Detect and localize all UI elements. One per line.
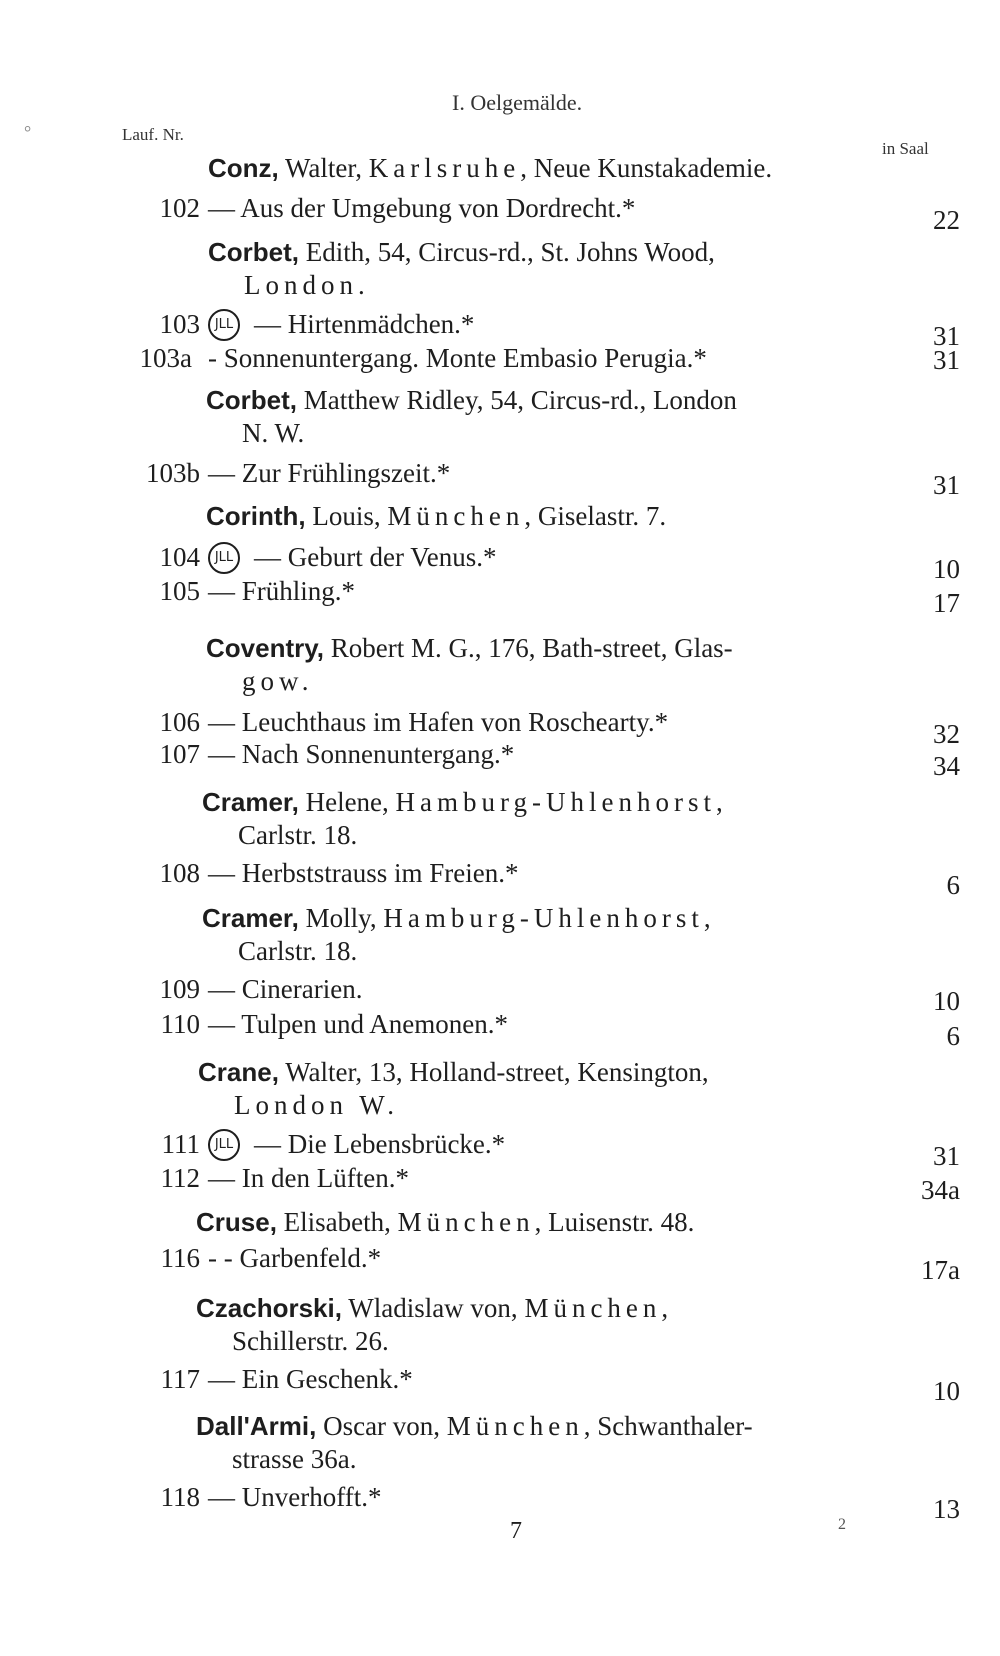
list-item <box>110 307 960 351</box>
artwork-title: — Zur Frühlingszeit.* <box>208 458 451 488</box>
room-number: 34 <box>933 751 960 781</box>
catalog-number: 117 <box>160 1364 200 1394</box>
catalog-number: 110 <box>160 1009 200 1039</box>
artwork-title: — Aus der Umgebung von Dordrecht.* <box>208 193 636 223</box>
artist-address: Elisabeth, <box>283 1207 391 1237</box>
room-number: 17a <box>921 1255 960 1285</box>
room-number: 6 <box>946 1021 960 1051</box>
artwork-title: — Nach Sonnenuntergang.* <box>208 739 515 769</box>
list-item <box>110 540 960 584</box>
artwork-title: — Frühling.* <box>208 576 356 606</box>
list-item <box>110 856 960 900</box>
running-title: I. Oelgemälde. <box>452 90 583 115</box>
jll-badge-icon: JLL <box>208 309 240 341</box>
artwork-title: — Die Lebensbrücke.* <box>254 1129 506 1159</box>
artist-address-rest: , Giselastr. 7. <box>524 501 667 531</box>
artist-entry <box>196 1410 896 1476</box>
artist-address-line2: strasse 36a. <box>232 1444 357 1474</box>
column-label-lauf-nr: Lauf. Nr. <box>122 125 184 144</box>
list-item <box>110 1127 960 1171</box>
artist-address: Walter, <box>285 153 362 183</box>
artist-address: Helene, <box>305 787 389 817</box>
artist-address: Edith, 54, Circus-rd., St. Johns Wood, <box>305 237 715 267</box>
room-number: 13 <box>933 1494 960 1524</box>
artist-address: Oscar von, <box>323 1411 441 1441</box>
artist-address: Matthew Ridley, 54, Circus-rd., London <box>303 385 737 415</box>
catalog-number: 104 <box>159 542 200 572</box>
list-item <box>110 1161 960 1205</box>
catalog-number: 105 <box>159 576 200 606</box>
artist-city: München <box>446 1411 584 1441</box>
artist-city: Hamburg-Uhlenhorst, <box>395 787 728 817</box>
artist-entry <box>196 1206 896 1239</box>
list-item <box>110 191 960 235</box>
list-item <box>110 456 960 500</box>
artist-entry <box>202 902 902 968</box>
artist-name: Conz, <box>208 153 279 183</box>
artist-address: Molly, <box>305 903 377 933</box>
artist-address: Robert M. G., 176, Bath-street, Glas- <box>330 633 733 663</box>
catalog-number: 106 <box>159 707 200 737</box>
artwork-title: — Cinerarien. <box>208 974 363 1004</box>
artwork-title: — Ein Geschenk.* <box>208 1364 413 1394</box>
artist-address-line2: Carlstr. 18. <box>238 820 358 850</box>
artist-name: Cramer, <box>202 903 299 933</box>
room-number: 22 <box>933 205 960 235</box>
room-number: 32 <box>933 719 960 749</box>
artist-address-line2: Carlstr. 18. <box>238 936 358 966</box>
artist-address-rest: , Luisenstr. 48. <box>534 1207 695 1237</box>
artist-name: Coventry, <box>206 633 324 663</box>
artist-name: Corbet, <box>208 237 299 267</box>
artist-entry <box>206 632 906 698</box>
artist-name: Czachorski, <box>196 1293 342 1323</box>
list-item <box>110 972 960 1016</box>
artist-address: Wladislaw von, <box>348 1293 518 1323</box>
list-item <box>110 737 960 781</box>
jll-badge-icon: JLL <box>208 542 240 574</box>
artist-city: München, <box>524 1293 674 1323</box>
column-label-in-saal: in Saal <box>882 139 929 158</box>
artwork-title: — Hirtenmädchen.* <box>254 309 475 339</box>
list-item <box>110 1241 960 1285</box>
catalog-number: 109 <box>159 974 200 1004</box>
list-item <box>110 1007 960 1051</box>
artwork-title: - - Garbenfeld.* <box>208 1243 382 1273</box>
artist-address-line2: gow. <box>242 666 314 696</box>
artist-entry <box>196 1292 896 1358</box>
artwork-title: - Sonnenuntergang. Monte Embasio Perugia.* <box>208 343 707 373</box>
artist-address-line2: Schillerstr. 26. <box>232 1326 389 1356</box>
artwork-title: — In den Lüften.* <box>208 1163 409 1193</box>
artist-entry <box>202 786 902 852</box>
artist-name: Corinth, <box>206 501 306 531</box>
artist-name: Cramer, <box>202 787 299 817</box>
room-number: 10 <box>933 986 960 1016</box>
artist-city: München <box>387 501 525 531</box>
room-number: 6 <box>946 870 960 900</box>
artist-name: Corbet, <box>206 385 297 415</box>
list-item <box>110 1480 960 1524</box>
artwork-title: — Leuchthaus im Hafen von Roschearty.* <box>208 707 669 737</box>
catalog-number: 118 <box>160 1482 200 1512</box>
list-item <box>110 341 960 375</box>
artist-name: Crane, <box>198 1057 279 1087</box>
stray-mark: ° <box>24 122 32 142</box>
artwork-title: — Herbststrauss im Freien.* <box>208 858 519 888</box>
room-number: 17 <box>933 588 960 618</box>
catalog-number: 103 <box>159 309 200 339</box>
list-item <box>110 705 960 749</box>
artwork-title: — Unverhofft.* <box>208 1482 382 1512</box>
room-number: 10 <box>933 554 960 584</box>
artwork-title: — Geburt der Venus.* <box>254 542 497 572</box>
artist-address: Louis, <box>312 501 381 531</box>
artist-entry <box>208 236 908 302</box>
artist-name: Dall'Armi, <box>196 1411 317 1441</box>
artist-address-line2: London. <box>244 270 370 300</box>
catalog-number: 102 <box>159 193 200 223</box>
artist-address: Walter, 13, Holland-street, Kensington, <box>285 1057 709 1087</box>
room-number: 31 <box>933 1141 960 1171</box>
list-item <box>110 1362 960 1406</box>
room-number: 31 <box>933 321 960 351</box>
page-number: 7 <box>510 1518 522 1544</box>
room-number: 31 <box>933 470 960 500</box>
room-number: 34a <box>921 1175 960 1205</box>
artist-entry <box>206 500 906 533</box>
catalog-number: 108 <box>159 858 200 888</box>
artist-entry <box>208 152 908 185</box>
artist-address-line2: N. W. <box>242 418 305 448</box>
artist-address-line2: London W. <box>234 1090 400 1120</box>
artist-city: Hamburg-Uhlenhorst, <box>383 903 716 933</box>
artwork-title: — Tulpen und Anemonen.* <box>208 1009 509 1039</box>
catalog-number: 112 <box>160 1163 200 1193</box>
room-number: 10 <box>933 1376 960 1406</box>
catalog-number: 116 <box>160 1243 200 1273</box>
artist-entry <box>198 1056 898 1122</box>
room-number: 31 <box>933 345 960 375</box>
catalog-number: 107 <box>159 739 200 769</box>
artist-entry <box>206 384 906 450</box>
catalog-number: 103b <box>146 458 200 488</box>
catalog-number: 111 <box>161 1129 200 1159</box>
artist-name: Cruse, <box>196 1207 277 1237</box>
artist-address-rest: , Neue Kunstakademie. <box>520 153 773 183</box>
catalog-number: 103a <box>139 343 192 373</box>
artist-city: München <box>397 1207 535 1237</box>
artist-address-rest: , Schwanthaler- <box>583 1411 753 1441</box>
jll-badge-icon: JLL <box>208 1129 240 1161</box>
signature-mark: 2 <box>838 1516 846 1533</box>
artist-city: Karlsruhe <box>368 153 521 183</box>
list-item <box>110 574 960 618</box>
